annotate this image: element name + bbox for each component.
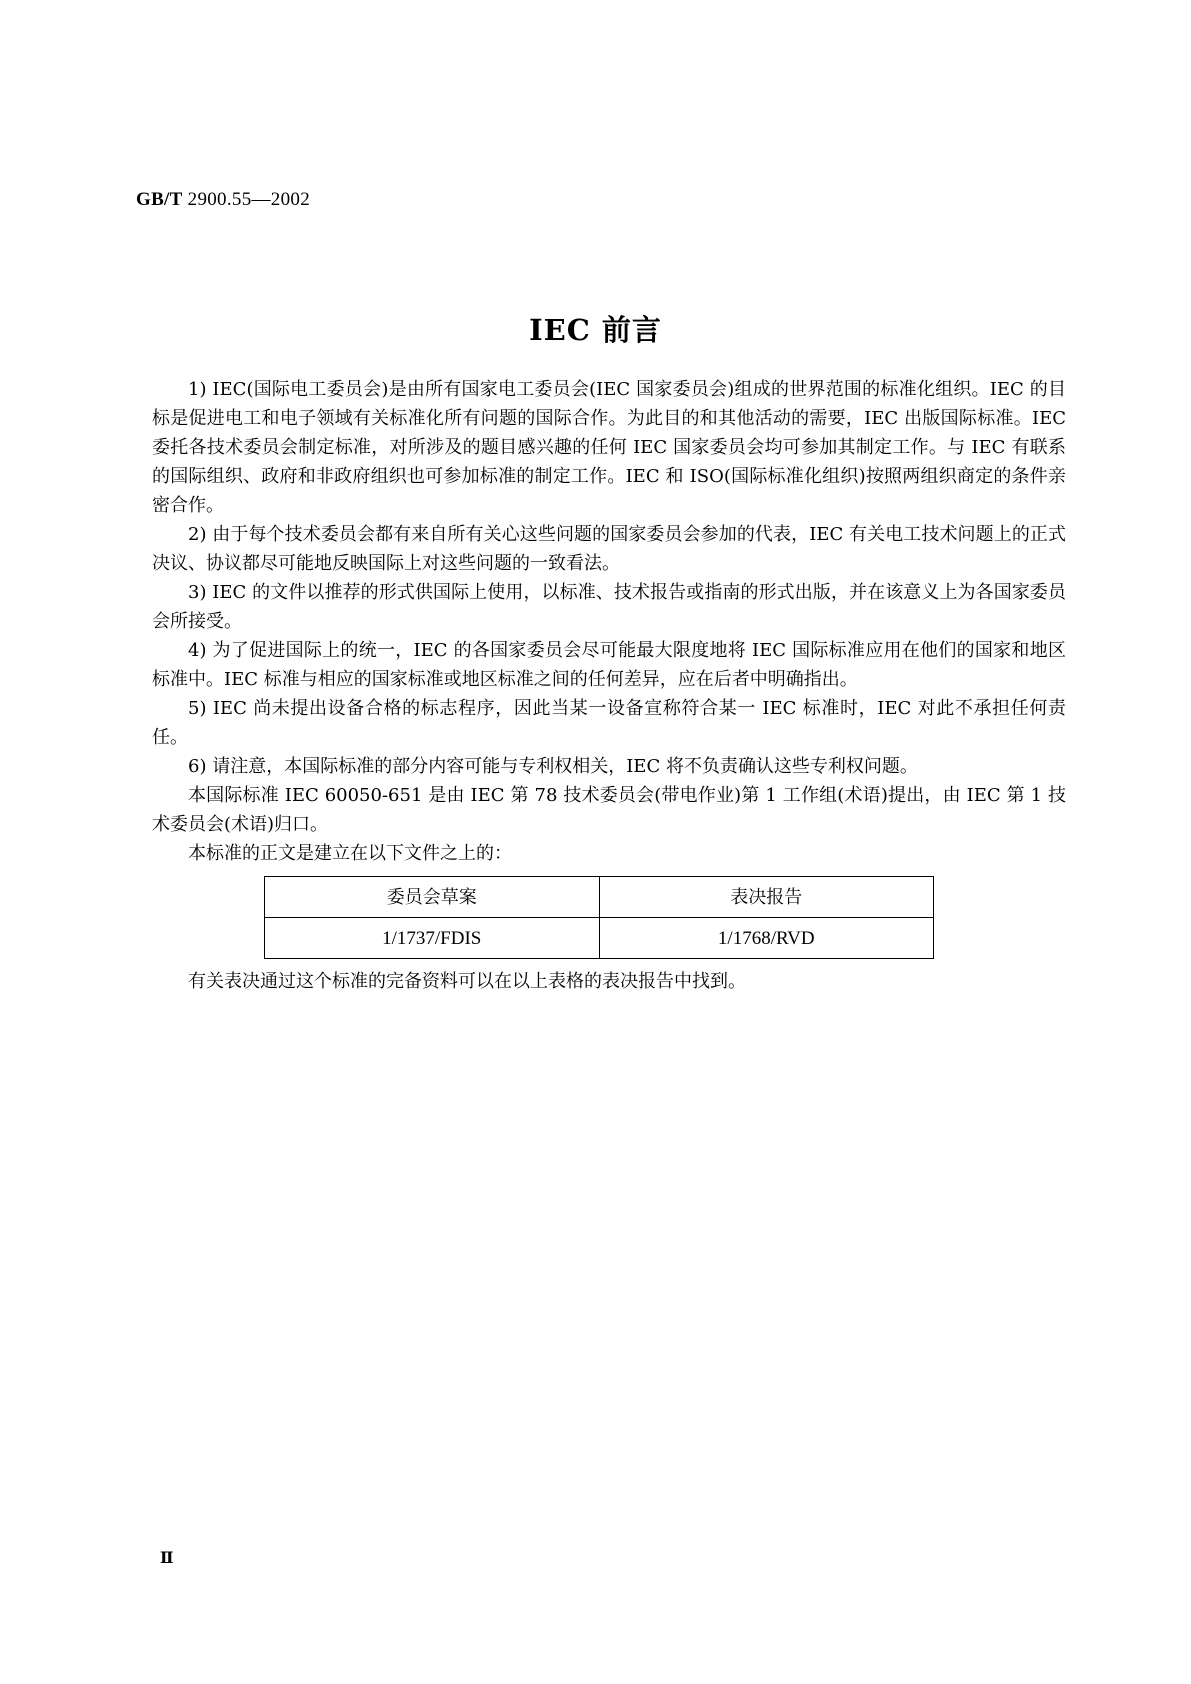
- documents-table: [264, 876, 934, 959]
- paragraph-5: 5) IEC 尚未提出设备合格的标志程序，因此当某一设备宣称符合某一 IEC 标准时，IEC 对此不承担任何责任。: [152, 698, 1066, 748]
- table-row: [265, 918, 934, 959]
- table-header-cell: 委员会草案: [265, 877, 600, 918]
- standard-code-number: 2900.55—2002: [182, 189, 311, 210]
- table-header-cell: 表决报告: [599, 877, 934, 918]
- paragraph-3: 3) IEC 的文件以推荐的形式供国际上使用，以标准、技术报告或指南的形式出版，并在该意义上为各国家委员会所接受。: [152, 582, 1066, 632]
- table-cell: 1/1737/FDIS: [265, 918, 600, 959]
- standard-code: [136, 189, 310, 211]
- paragraph-4: 4) 为了促进国际上的统一，IEC 的各国家委员会尽可能最大限度地将 IEC 国际标准应用在他们的国家和地区标准中。IEC 标准与相应的国家标准或地区标准之间的任何差异，应在后者中明确指出。: [152, 640, 1066, 690]
- page-title: IEC 前言: [529, 313, 662, 347]
- table-header-row: [265, 877, 934, 918]
- paragraph-2: 2) 由于每个技术委员会都有来自所有关心这些问题的国家委员会参加的代表，IEC 有关电工技术问题上的正式决议、协议都尽可能地反映国际上对这些问题的一致看法。: [152, 524, 1066, 574]
- paragraph-1: 1) IEC(国际电工委员会)是由所有国家电工委员会(IEC 国家委员会)组成的世界范围的标准化组织。IEC 的目标是促进电工和电子领域有关标准化所有问题的国际合作。为此目的和其他活动的需要，IEC 出版国际标准。IEC 委托各技术委员会制定标准，对所涉及的题目感兴趣的任何 IEC 国家委员会均可参加其制定工作。与 IEC 有联系的国际组织、政府和非政府组织也可参加标准的制定工作。IEC 和 ISO(国际标准化组织)按照两组织商定的条件亲密合作。: [152, 379, 1066, 516]
- paragraph-closing: 有关表决通过这个标准的完备资料可以在以上表格的表决报告中找到。: [188, 971, 746, 992]
- body-text: [152, 375, 1066, 996]
- paragraph-documents-intro: 本标准的正文是建立在以下文件之上的：: [188, 843, 512, 864]
- paragraph-origin: 本国际标准 IEC 60050-651 是由 IEC 第 78 技术委员会(带电作业)第 1 工作组(术语)提出，由 IEC 第 1 技术委员会(术语)归口。: [152, 785, 1066, 835]
- table-cell: 1/1768/RVD: [599, 918, 934, 959]
- standard-code-prefix: GB/T: [136, 189, 183, 210]
- paragraph-6: 6) 请注意，本国际标准的部分内容可能与专利权相关，IEC 将不负责确认这些专利权问题。: [188, 756, 918, 777]
- page-number: Ⅱ: [160, 1550, 174, 1567]
